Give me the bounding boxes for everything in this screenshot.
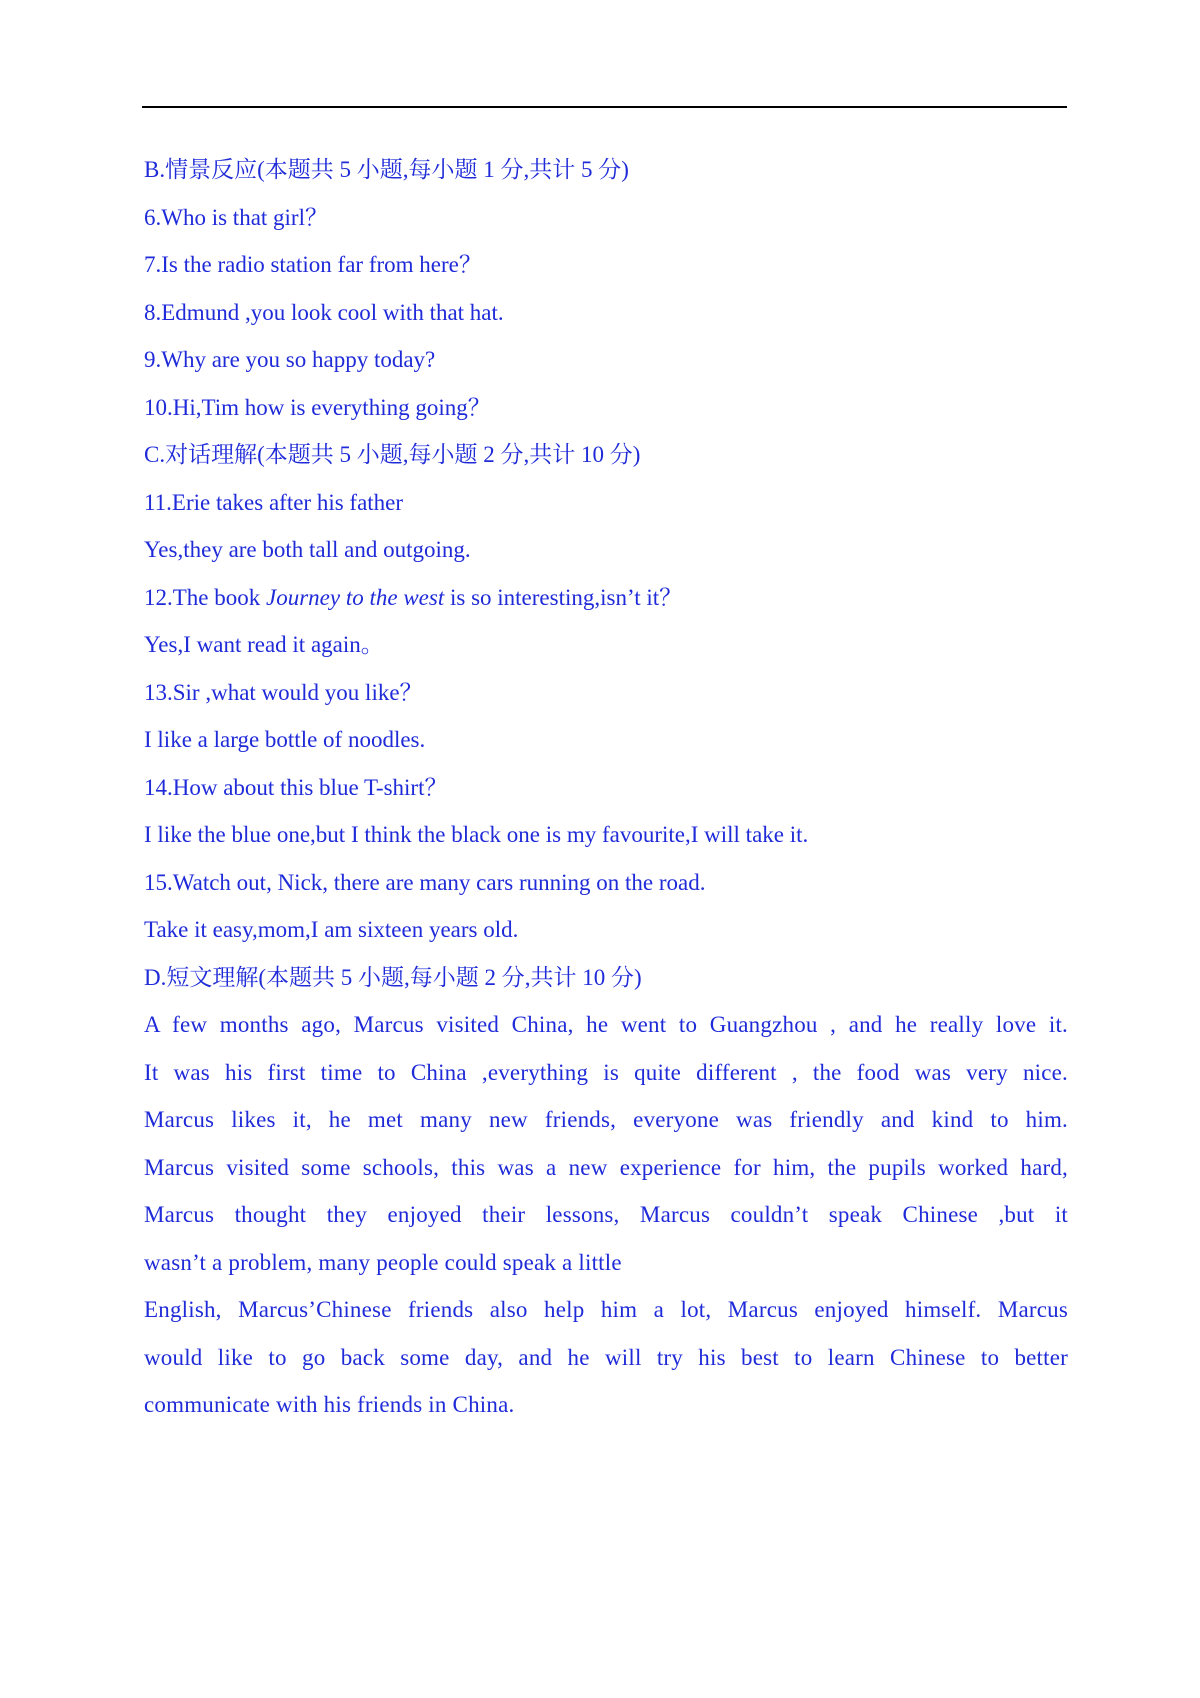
question-12-prefix: 12.The book: [144, 584, 267, 610]
answer-15: Take it easy,mom,I am sixteen years old.: [144, 917, 519, 942]
question-13: 13.Sir ,what would you like？: [144, 679, 423, 705]
book-title: Journey to the west: [266, 584, 445, 610]
answer-12: Yes,I want read it again。: [144, 632, 384, 657]
answer-13: I like a large bottle of noodles.: [144, 727, 426, 752]
question-12: [144, 574, 1068, 622]
question-15: 15.Watch out, Nick, there are many cars running on the road.: [144, 869, 706, 895]
question-10: 10.Hi,Tim how is everything going？: [144, 394, 491, 420]
question-12-suffix: is so interesting,isn’t it？: [444, 584, 683, 610]
question-14: 14.How about this blue T-shirt？: [144, 774, 448, 800]
question-11: 11.Erie takes after his father: [144, 489, 404, 515]
passage-line: Marcus thought they enjoyed their lessons, Marcus couldn’t speak Chinese ,but it: [144, 1202, 1068, 1227]
passage-line: English, Marcus’Chinese friends also help him a lot, Marcus enjoyed himself. Marcus: [144, 1297, 1068, 1322]
section-b-heading: B.情景反应(本题共 5 小题,每小题 1 分,共计 5 分): [144, 157, 629, 182]
passage-line: Marcus likes it, he met many new friends, everyone was friendly and kind to him.: [144, 1107, 1068, 1132]
passage-line: communicate with his friends in China.: [144, 1392, 515, 1417]
section-d-heading: D.短文理解(本题共 5 小题,每小题 2 分,共计 10 分): [144, 964, 642, 990]
question-6: 6.Who is that girl？: [144, 204, 328, 230]
question-8: 8.Edmund ,you look cool with that hat.: [144, 299, 504, 325]
passage-line: It was his first time to China ,everything is quite different , the food was very nice.: [144, 1059, 1068, 1085]
section-c-heading: C.对话理解(本题共 5 小题,每小题 2 分,共计 10 分): [144, 442, 641, 467]
passage-line: Marcus visited some schools, this was a new experience for him, the pupils worked hard,: [144, 1154, 1068, 1180]
header-rule: [142, 106, 1067, 108]
passage-line: wasn’t a problem, many people could speak a little: [144, 1249, 622, 1275]
question-9: 9.Why are you so happy today?: [144, 347, 436, 372]
passage-line: would like to go back some day, and he will try his best to learn Chinese to better: [144, 1344, 1068, 1370]
reading-passage: [144, 1001, 1068, 1429]
answer-11: Yes,they are both tall and outgoing.: [144, 537, 471, 562]
answer-14: I like the blue one,but I think the black one is my favourite,I will take it.: [144, 822, 809, 847]
passage-line: A few months ago, Marcus visited China, he went to Guangzhou , and he really love it.: [144, 1012, 1068, 1037]
document-body: [144, 146, 1068, 1429]
question-7: 7.Is the radio station far from here？: [144, 252, 482, 277]
